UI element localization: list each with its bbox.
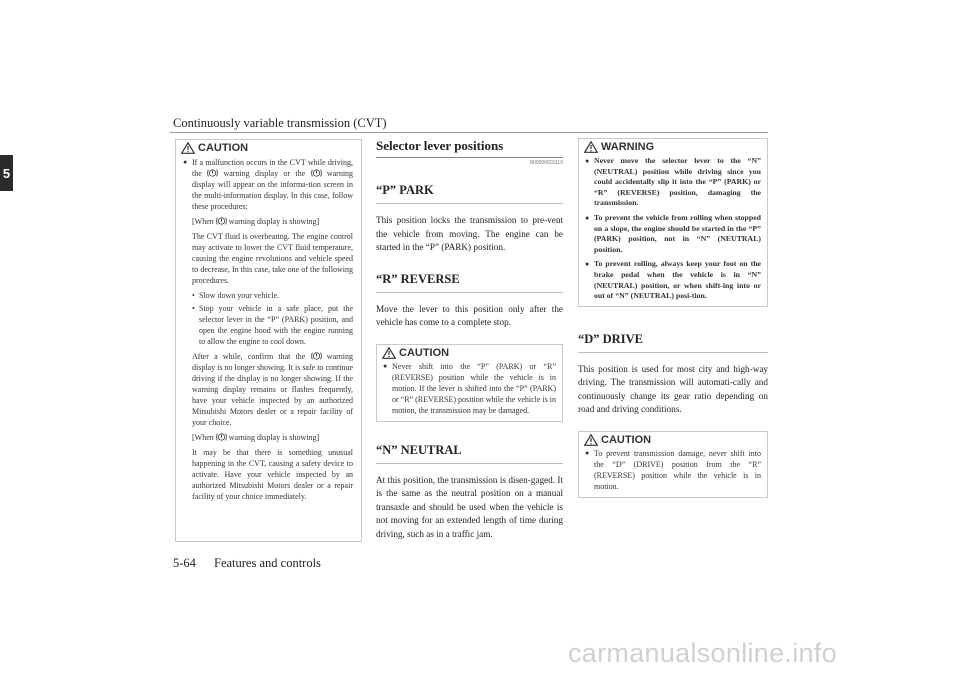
when-label-start: [When [192,217,214,226]
cvt-malfunction-caution-box [175,139,362,542]
bullet-icon: ● [183,158,188,166]
procedure-text: Slow down your vehicle. [199,291,279,300]
after-paragraph [183,351,353,428]
footer-section-name: Features and controls [214,556,321,570]
drive-column [578,138,768,498]
bullet-text: To prevent transmission damage, never shift into the “D” (DRIVE) position from the “R” (REVERSE) position while the vehicle is in motion. [594,448,761,491]
caution-bullet [383,361,556,416]
heading-rule [578,352,768,353]
cvt-warning-indicator-icon [311,351,322,361]
caution-bullet [585,448,761,492]
warning-title: WARNING [601,141,655,153]
after-text: warning display is no longer showing. It is safe to continue driving if the display is no longer showing. If the warning display remains or flashes frequently, have your vehicle inspected by an authorized Mitsubishi Motors dealer or a repair facility of your choice. [192,352,354,427]
warning-triangle-icon [584,141,598,153]
selector-positions-column [376,138,563,541]
when-label-end: warning display is showing] [228,217,320,226]
drive-text: This position is used for most city and high-way driving. The transmission will automati-cally and continuously change its gear ratio depending on road and driving conditions. [578,363,768,415]
section-title: Selector lever positions [376,138,504,153]
sub-bullet-icon: • [192,291,195,300]
bullet-text: warning display will appear on the informa-tion screen in the multi-information display. In this case, follow these procedures: [192,169,354,211]
cvt-warning-indicator-icon [216,432,227,442]
caution-triangle-icon [584,434,598,446]
procedure-text: Stop your vehicle in a safe place, put the selector lever in the “P” (PARK) position, and open the engine hood with the engine running to allow the engine to cool down. [199,304,353,346]
sub-bullet-icon: • [192,304,195,313]
shift-caution-box [376,344,563,422]
bullet-text: warning display or the [223,169,306,178]
heading-rule [376,463,563,464]
cvt-warning-indicator-icon [311,168,322,178]
chapter-tab: 5 [0,155,13,191]
watermark: carmanualsonline.info [568,638,837,668]
caution-content [579,446,767,492]
bullet-icon: ● [383,361,388,370]
caution-title: CAUTION [399,346,450,359]
caution-title: CAUTION [601,433,652,446]
warning-bullet [585,259,761,301]
reverse-text: Move the lever to this position only after the vehicle has come to a complete stop. [376,303,563,327]
bullet-text: If a malfunction occurs in the CVT while driving, the [192,158,353,178]
bullet-icon: ● [585,260,590,269]
warning-content [579,153,767,302]
overheat-paragraph: The CVT fluid is overheating. The engine control may activate to lower the CVT fluid temperature, causing the engine revolutions and vehicle speed to decrease, In this case, take one of the following procedures. [192,232,353,285]
cvt-warning-indicator-icon [207,168,218,178]
when-malfunction-label [183,432,353,443]
procedure-item [183,290,353,301]
warning-bullet [585,213,761,255]
cvt-warning-indicator-icon [216,216,227,226]
bullet-icon: ● [585,157,590,165]
warning-bullet [585,156,761,209]
section-rule [376,157,563,158]
heading-rule [376,203,563,204]
after-text: After a while, confirm that the [192,352,306,361]
reverse-heading: “R” REVERSE [376,271,460,286]
caution-header [579,432,767,446]
when-label-end: warning display is showing] [228,433,320,442]
bullet-text: Never move the selector lever to the “N” (NEUTRAL) position while driving since you could accidentally slip it into the “P” (PARK) or “R” (REVERSE) position, damaging the transmission. [594,156,761,208]
caution-content [176,154,361,502]
bullet-text: Never shift into the “P” (PARK) or “R” (REVERSE) position while the vehicle is in motion. If the lever is shifted into the “P” (PARK) or “R” (REVERSE) position while the vehicle is in motion, the transmission may be damaged. [392,361,556,415]
caution-title: CAUTION [198,142,249,154]
when-overheat-label [183,216,353,227]
park-heading: “P” PARK [376,183,434,197]
neutral-warning-box [578,138,768,307]
caution-triangle-icon [382,347,396,359]
caution-triangle-icon [181,142,195,154]
park-text: This position locks the transmission to pre-vent the vehicle from moving. The engine can be started in the “P” (PARK) position. [376,215,563,252]
caution-header [176,140,361,154]
heading-rule [376,292,563,293]
malfunction-paragraph: It may be that there is something unusual happening in the CVT, causing a safety device to activate. Have your vehicle inspected by an authorized Mitsubishi Motors dealer or a repair facility of your choice immediately. [192,448,353,501]
drive-caution-box [578,431,768,498]
drive-heading: “D” DRIVE [578,331,643,346]
neutral-text: At this position, the transmission is disen-gaged. It is the same as the neutral position on a manual transaxle and should be used when the vehicle is not moving for an extended length of time during driving, such as in a traffic jam. [376,474,563,539]
bullet-icon: ● [585,213,590,222]
page-number: 5-64 [173,556,196,570]
bullet-icon: ● [585,448,590,457]
caution-header [377,345,562,359]
neutral-heading: “N” NEUTRAL [376,442,462,457]
when-label-start: [When [192,433,214,442]
warning-header [579,139,767,153]
header-divider [170,132,768,133]
reference-code: N00506601110 [529,160,563,166]
procedure-item [183,303,353,347]
bullet-text: To prevent rolling, always keep your foot on the brake pedal when the vehicle is in “N” (NEUTRAL) position, or when shift-ing into or out of “N” (NEUTRAL) posi-tion. [594,259,761,301]
caution-content [377,359,562,416]
bullet-text: To prevent the vehicle from rolling when stopped on a slope, the engine should be started in the “P” (PARK) position, not in “N” (NEUTRAL) position. [594,212,761,254]
page-header-title: Continuously variable transmission (CVT) [173,116,387,130]
caution-bullet [183,157,353,212]
